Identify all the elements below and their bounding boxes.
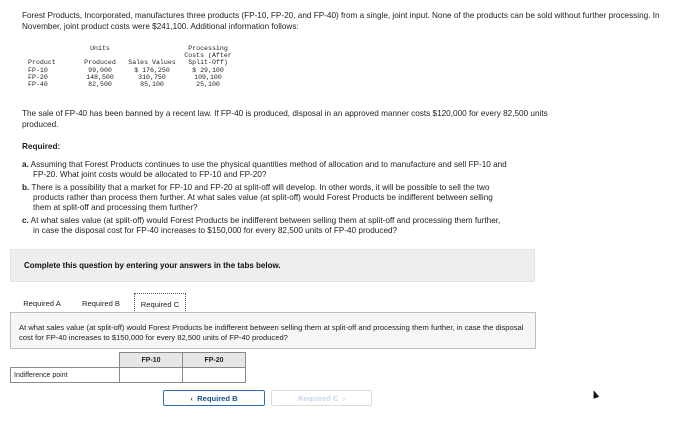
- question-a-letter: a.: [22, 160, 29, 169]
- prev-button-label: Required B: [197, 394, 238, 403]
- header-sales: Sales Values: [128, 59, 176, 67]
- cell-proc: 25,100: [196, 81, 220, 89]
- answer-grid: [10, 352, 246, 383]
- header-product-label: Product: [28, 59, 56, 67]
- question-c-line2: in case the disposal cost for FP-40 increases to $150,000 for every 82,500 units of FP-40 produced?: [33, 226, 398, 236]
- table-row: [28, 67, 236, 74]
- question-b-line1: There is a possibility that a market for FP-10 and FP-20 at split-off will develop. In other words, it will be possible to sell the two: [31, 183, 490, 192]
- required-heading: Required:: [22, 142, 61, 151]
- question-a: [22, 160, 592, 180]
- question-c: [22, 216, 592, 236]
- cell-product: FP-10: [28, 66, 48, 74]
- product-data-table: [28, 45, 236, 88]
- mouse-cursor-icon: [591, 389, 599, 399]
- question-b-letter: b.: [22, 183, 30, 192]
- cell-units: 148,500: [86, 73, 114, 81]
- question-b: [22, 183, 592, 214]
- cell-proc: 109,100: [194, 73, 222, 81]
- table-row: [28, 81, 236, 88]
- tab-required-c[interactable]: Required C: [134, 293, 186, 313]
- cell-sales: 85,100: [140, 81, 164, 89]
- cell-units: 99,000: [88, 66, 112, 74]
- header-proc-line2: Costs (After: [184, 52, 232, 60]
- question-c-letter: c.: [22, 216, 29, 225]
- cell-units: 82,500: [88, 81, 112, 89]
- next-button-label: Required C: [297, 394, 339, 403]
- tab-required-b[interactable]: Required B: [82, 299, 120, 308]
- question-b-line2: products rather than process them further. At what sales value (at split-off) would Forest Products be indifferent between selling: [33, 193, 493, 203]
- header-units-line1: Units: [90, 45, 110, 52]
- next-required-c-button[interactable]: [271, 390, 372, 406]
- tab-required-a[interactable]: Required A: [23, 299, 61, 308]
- prev-required-b-button[interactable]: [163, 390, 265, 406]
- question-c-line1: At what sales value (at split-off) would Forest Products be indifferent between selling them at split-off and processing them further,: [30, 216, 501, 225]
- header-proc-line3: Split-Off): [188, 59, 228, 67]
- instructions-text: Complete this question by entering your answers in the tabs below.: [24, 261, 281, 270]
- table-row: [28, 74, 236, 81]
- cell-sales: 310,750: [138, 73, 166, 81]
- header-proc-line1: Processing: [188, 45, 228, 52]
- cell-product: FP-40: [28, 81, 48, 89]
- question-a-line1: Assuming that Forest Products continues to use the physical quantities method of allocation and to manufacture and sell FP-10 and: [30, 160, 507, 169]
- cell-proc: $ 29,100: [192, 66, 224, 74]
- col-header-fp20: FP-20: [183, 353, 246, 368]
- chevron-right-icon: ›: [342, 394, 346, 403]
- question-a-line2: FP-20. What joint costs would be allocated to FP-10 and FP-20?: [33, 170, 267, 180]
- fp20-indifference-input[interactable]: [183, 369, 245, 382]
- cell-sales: $ 176,250: [134, 66, 170, 74]
- header-product: [28, 45, 76, 52]
- chevron-left-icon: ‹: [190, 394, 193, 403]
- col-header-fp10: FP-10: [120, 353, 183, 368]
- fp10-indifference-input[interactable]: [120, 369, 182, 382]
- header-units-line2: Produced: [84, 59, 116, 67]
- row-label-indifference: Indifference point: [11, 368, 120, 383]
- problem-intro: Forest Products, Incorporated, manufactures three products (FP-10, FP-20, and FP-40) from a single, joint input. None of the products can be sold without further processing. In November, joint product costs were $241,100. Additional information follows:: [22, 11, 660, 31]
- question-b-line3: them at split-off and processing them further?: [33, 203, 198, 213]
- panel-question-text: At what sales value (at split-off) would Forest Products be indifferent between selling them at split-off and processing them further, in case the disposal cost for FP-40 increases to $150,000 for every 82,500 units of FP-40 produced?: [19, 323, 524, 342]
- cell-product: FP-20: [28, 73, 48, 81]
- ban-statement: The sale of FP-40 has been banned by a recent law. If FP-40 is produced, disposal in an approved manner costs $120,000 for every 82,500 units produced.: [22, 109, 548, 129]
